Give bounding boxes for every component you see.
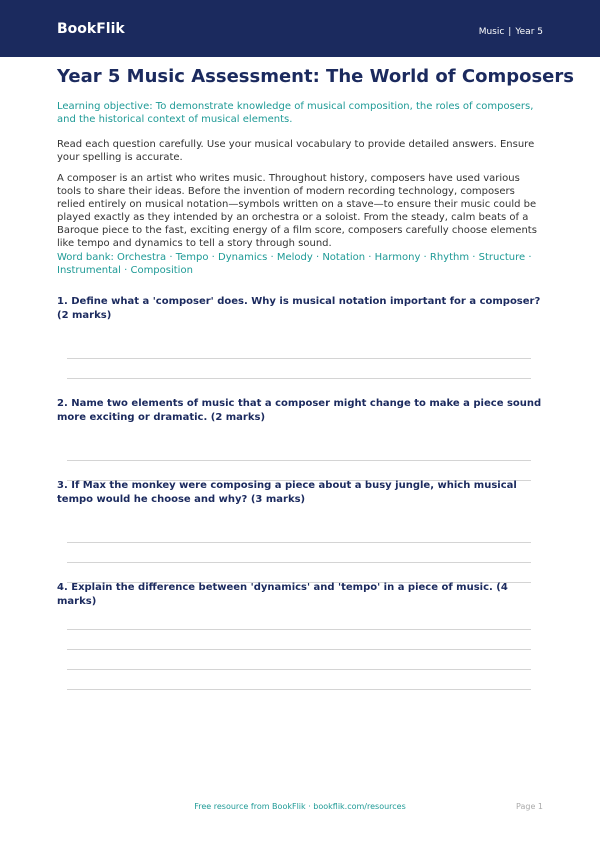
word-bank: Word bank: Orchestra · Tempo · Dynamics · Melody · Notation · Harmony · Rhythm · Structure · Instrumental · Composition: [57, 252, 532, 276]
intro-paragraph: A composer is an artist who writes music. Throughout history, composers have used various tools to share their ideas. Before the invention of modern recording technology, composers relied entirely on musical notation—symbols written on a stave—to ensure their music could be played exactly as they intended by an orchestra or a soloist. From the steady, calm beats of a Baroque piece to the fast, exciting energy of a film score, composers carefully choose elements like tempo and dynamics to tell a story through sound.: [57, 173, 537, 249]
question-1: 1. Define what a 'composer' does. Why is musical notation important for a composer? (2 marks): [57, 296, 541, 321]
question-4: 4. Explain the difference between 'dynamics' and 'tempo' in a piece of music. (4 marks): [57, 582, 508, 607]
answer-line[interactable]: [67, 562, 531, 563]
page-header: [0, 0, 600, 57]
answer-line[interactable]: [67, 378, 531, 379]
page-number: Page 1: [516, 802, 543, 811]
question-3: 3. If Max the monkey were composing a piece about a busy jungle, which musical tempo would he choose and why? (3 marks): [57, 480, 517, 505]
answer-line[interactable]: [67, 629, 531, 630]
year-label: Year 5: [515, 27, 543, 37]
answer-line[interactable]: [67, 542, 531, 543]
answer-line[interactable]: [67, 649, 531, 650]
header-separator: |: [508, 27, 512, 37]
header-meta: [479, 28, 543, 37]
instructions: Read each question carefully. Use your musical vocabulary to provide detailed answers. Ensure your spelling is accurate.: [57, 139, 535, 163]
page-title: Year 5 Music Assessment: The World of Composers: [57, 66, 574, 87]
subject-label: Music: [478, 27, 505, 37]
answer-line[interactable]: [67, 358, 531, 359]
brand-logo: BookFlik: [57, 21, 125, 37]
question-2: 2. Name two elements of music that a composer might change to make a piece sound more exciting or dramatic. (2 marks): [57, 398, 542, 423]
answer-line[interactable]: [67, 689, 531, 690]
answer-line[interactable]: [67, 460, 531, 461]
answer-line[interactable]: [67, 669, 531, 670]
learning-objective: Learning objective: To demonstrate knowledge of musical composition, the roles of composers, and the historical context of musical elements.: [57, 101, 534, 125]
footer-resource: Free resource from BookFlik · bookflik.com/resources: [194, 802, 406, 811]
